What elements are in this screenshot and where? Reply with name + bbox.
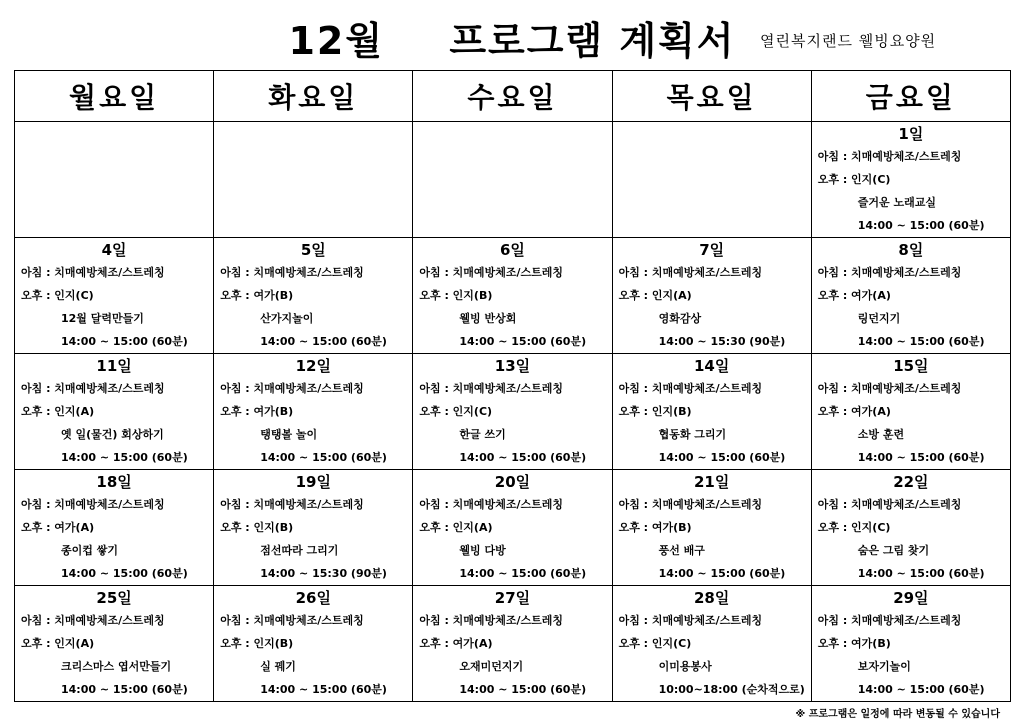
empty-day-cell: [413, 122, 612, 238]
activity-time: 14:00 ~ 15:00 (60분): [857, 683, 985, 696]
activity-name: 영화감상: [658, 312, 702, 325]
day-content: [613, 586, 811, 701]
week-row: [15, 238, 1011, 354]
activity-name: 풍선 배구: [658, 544, 705, 557]
title-month: 12월: [288, 19, 385, 63]
activity-name: 옛 일(물건) 회상하기: [61, 428, 164, 441]
day-number: 1일: [898, 125, 924, 143]
schedule-body: [15, 122, 1011, 702]
empty-day-cell: [15, 122, 214, 238]
activity-name: 웰빙 다방: [459, 544, 506, 557]
footer-note: ※ 프로그램은 일정에 따라 변동될 수 있습니다: [795, 709, 1000, 720]
day-cell: [612, 354, 811, 470]
day-number: 5일: [300, 241, 326, 259]
activity-name: 소방 훈련: [857, 428, 905, 441]
morning-program: 아침 : 치매예방체조/스트레칭: [618, 266, 763, 279]
activity-time: 14:00 ~ 15:00 (60분): [260, 451, 387, 464]
day-number: 8일: [898, 241, 924, 259]
day-content: [613, 470, 811, 585]
day-content: [812, 586, 1010, 701]
day-number: 11일: [96, 357, 132, 375]
activity-time: 14:00 ~ 15:00 (60분): [61, 451, 188, 464]
day-cell: [612, 238, 811, 354]
activity-name: 링던지기: [857, 312, 901, 325]
activity-time: 14:00 ~ 15:00 (60분): [61, 567, 188, 580]
day-cell: [811, 586, 1010, 702]
day-number: 27일: [494, 589, 531, 607]
activity-name: 점선따라 그리기: [260, 544, 339, 557]
activity-name: 종이컵 쌓기: [61, 544, 118, 557]
day-content: [812, 354, 1010, 469]
day-number: 25일: [96, 589, 132, 607]
day-cell: [15, 238, 214, 354]
morning-program: 아침 : 치매예방체조/스트레칭: [618, 614, 763, 627]
day-cell: [811, 354, 1010, 470]
afternoon-program: 오후 : 여가(A): [419, 637, 493, 650]
day-cell: [413, 586, 612, 702]
day-number: 18일: [96, 473, 132, 491]
morning-program: 아침 : 치매예방체조/스트레칭: [419, 266, 563, 279]
weekday-header-row: [15, 71, 1011, 122]
day-content: [613, 238, 811, 353]
morning-program: 아침 : 치매예방체조/스트레칭: [419, 498, 563, 511]
activity-time: 14:00 ~ 15:00 (60분): [857, 567, 985, 580]
activity-name: 한글 쓰기: [459, 428, 506, 441]
morning-program: 아침 : 치매예방체조/스트레칭: [618, 382, 763, 395]
day-content: [15, 238, 213, 353]
day-content: [812, 238, 1010, 353]
day-cell: [811, 122, 1010, 238]
activity-name: 이미용봉사: [658, 660, 712, 673]
day-number: 22일: [893, 473, 929, 491]
afternoon-program: 오후 : 여가(B): [220, 405, 294, 418]
activity-time: 14:00 ~ 15:00 (60분): [260, 683, 387, 696]
afternoon-program: 오후 : 인지(B): [419, 289, 493, 302]
day-number: 15일: [893, 357, 929, 375]
afternoon-program: 오후 : 인지(C): [817, 521, 891, 534]
afternoon-program: 오후 : 인지(A): [618, 289, 692, 302]
afternoon-program: 오후 : 인지(C): [817, 173, 891, 186]
activity-name: 크리스마스 엽서만들기: [61, 660, 172, 673]
morning-program: 아침 : 치매예방체조/스트레칭: [21, 498, 165, 511]
day-number: 28일: [693, 589, 730, 607]
afternoon-program: 오후 : 인지(B): [618, 405, 692, 418]
morning-program: 아침 : 치매예방체조/스트레칭: [817, 266, 962, 279]
morning-program: 아침 : 치매예방체조/스트레칭: [220, 498, 364, 511]
day-number: 19일: [295, 473, 331, 491]
day-cell: [413, 470, 612, 586]
activity-name: 보자기놀이: [857, 660, 911, 673]
day-cell: [214, 586, 413, 702]
morning-program: 아침 : 치매예방체조/스트레칭: [21, 614, 165, 627]
afternoon-program: 오후 : 여가(B): [817, 637, 891, 650]
day-cell: [15, 586, 214, 702]
weekday-friday: 금요일: [811, 71, 1010, 122]
activity-name: 협동화 그리기: [658, 428, 727, 441]
afternoon-program: 오후 : 인지(C): [419, 405, 493, 418]
day-content: [214, 586, 412, 701]
weekday-wednesday: 수요일: [413, 71, 612, 122]
activity-name: 숨은 그림 찾기: [857, 544, 930, 557]
day-content: [15, 354, 213, 469]
activity-time: 10:00~18:00 (순차적으로): [658, 683, 805, 696]
week-row: [15, 470, 1011, 586]
day-cell: [214, 470, 413, 586]
day-number: 12일: [295, 357, 331, 375]
afternoon-program: 오후 : 인지(C): [21, 289, 94, 302]
weekday-tuesday: 화요일: [214, 71, 413, 122]
day-cell: [15, 470, 214, 586]
day-number: 13일: [494, 357, 531, 375]
day-content: [413, 354, 611, 469]
day-content: [413, 470, 611, 585]
afternoon-program: 오후 : 여가(A): [21, 521, 95, 534]
organization-name: 열린복지랜드 웰빙요양원: [760, 32, 937, 50]
day-number: 21일: [693, 473, 730, 491]
morning-program: 아침 : 치매예방체조/스트레칭: [21, 266, 165, 279]
activity-name: 웰빙 반상회: [459, 312, 517, 325]
activity-time: 14:00 ~ 15:00 (60분): [459, 567, 587, 580]
afternoon-program: 오후 : 여가(B): [618, 521, 692, 534]
weekday-thursday: 목요일: [612, 71, 811, 122]
activity-time: 14:00 ~ 15:00 (60분): [857, 219, 985, 232]
day-number: 14일: [693, 357, 730, 375]
day-content: [812, 122, 1010, 237]
morning-program: 아침 : 치매예방체조/스트레칭: [21, 382, 165, 395]
day-cell: [811, 470, 1010, 586]
day-cell: [413, 238, 612, 354]
activity-name: 즐거운 노래교실: [857, 196, 936, 209]
day-cell: [612, 586, 811, 702]
morning-program: 아침 : 치매예방체조/스트레칭: [220, 614, 364, 627]
morning-program: 아침 : 치매예방체조/스트레칭: [220, 266, 364, 279]
morning-program: 아침 : 치매예방체조/스트레칭: [419, 614, 563, 627]
day-cell: [15, 354, 214, 470]
morning-program: 아침 : 치매예방체조/스트레칭: [220, 382, 364, 395]
morning-program: 아침 : 치매예방체조/스트레칭: [817, 614, 962, 627]
activity-time: 14:00 ~ 15:00 (60분): [459, 451, 587, 464]
day-number: 26일: [295, 589, 331, 607]
week-row: [15, 354, 1011, 470]
day-cell: [214, 238, 413, 354]
day-number: 20일: [494, 473, 531, 491]
day-cell: [413, 354, 612, 470]
day-cell: [214, 354, 413, 470]
morning-program: 아침 : 치매예방체조/스트레칭: [817, 382, 962, 395]
morning-program: 아침 : 치매예방체조/스트레칭: [419, 382, 563, 395]
activity-name: 오재미던지기: [459, 660, 524, 673]
weekday-header: [15, 71, 1011, 122]
day-number: 29일: [893, 589, 929, 607]
morning-program: 아침 : 치매예방체조/스트레칭: [817, 498, 962, 511]
afternoon-program: 오후 : 인지(B): [220, 521, 294, 534]
activity-time: 14:00 ~ 15:00 (60분): [459, 683, 587, 696]
day-number: 4일: [101, 241, 127, 259]
morning-program: 아침 : 치매예방체조/스트레칭: [618, 498, 763, 511]
afternoon-program: 오후 : 여가(A): [817, 289, 891, 302]
afternoon-program: 오후 : 인지(A): [21, 637, 95, 650]
week-row: [15, 586, 1011, 702]
day-content: [413, 238, 611, 353]
activity-time: 14:00 ~ 15:30 (90분): [658, 335, 786, 348]
activity-name: 탱탱볼 놀이: [260, 428, 318, 441]
day-cell: [612, 470, 811, 586]
day-content: [214, 238, 412, 353]
afternoon-program: 오후 : 인지(A): [21, 405, 95, 418]
day-content: [15, 470, 213, 585]
day-content: [214, 354, 412, 469]
schedule-table: [14, 70, 1011, 702]
activity-name: 실 꿰기: [260, 660, 296, 673]
activity-time: 14:00 ~ 15:30 (90분): [260, 567, 387, 580]
afternoon-program: 오후 : 인지(B): [220, 637, 294, 650]
afternoon-program: 오후 : 여가(B): [220, 289, 294, 302]
week-row: [15, 122, 1011, 238]
activity-time: 14:00 ~ 15:00 (60분): [61, 335, 188, 348]
day-content: [413, 586, 611, 701]
empty-day-cell: [214, 122, 413, 238]
day-number: 7일: [699, 241, 725, 259]
day-content: [15, 586, 213, 701]
afternoon-program: 오후 : 인지(A): [419, 521, 493, 534]
morning-program: 아침 : 치매예방체조/스트레칭: [817, 150, 962, 163]
day-cell: [811, 238, 1010, 354]
activity-time: 14:00 ~ 15:00 (60분): [459, 335, 587, 348]
weekday-monday: 월요일: [15, 71, 214, 122]
activity-time: 14:00 ~ 15:00 (60분): [658, 451, 786, 464]
afternoon-program: 오후 : 여가(A): [817, 405, 891, 418]
title-text: 프로그램 계획서: [449, 19, 736, 63]
activity-time: 14:00 ~ 15:00 (60분): [857, 335, 985, 348]
afternoon-program: 오후 : 인지(C): [618, 637, 692, 650]
empty-day-cell: [612, 122, 811, 238]
activity-name: 산가지놀이: [260, 312, 314, 325]
activity-name: 12월 달력만들기: [61, 312, 144, 325]
activity-time: 14:00 ~ 15:00 (60분): [260, 335, 387, 348]
activity-time: 14:00 ~ 15:00 (60분): [61, 683, 188, 696]
activity-time: 14:00 ~ 15:00 (60분): [857, 451, 985, 464]
activity-time: 14:00 ~ 15:00 (60분): [658, 567, 786, 580]
day-number: 6일: [500, 241, 525, 259]
day-content: [613, 354, 811, 469]
day-content: [812, 470, 1010, 585]
day-content: [214, 470, 412, 585]
